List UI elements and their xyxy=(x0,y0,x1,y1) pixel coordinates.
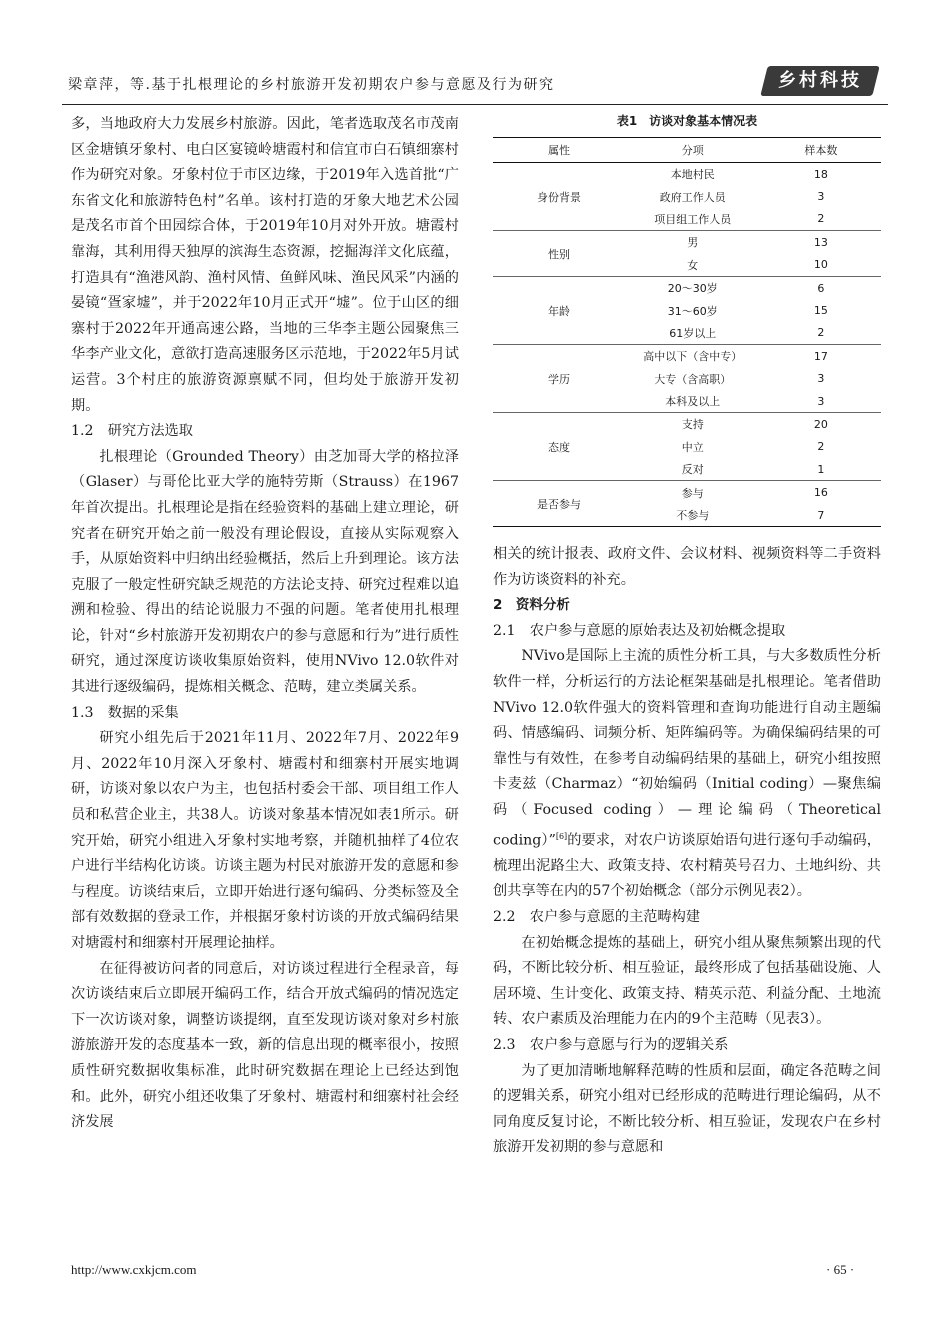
table-1 xyxy=(493,112,881,527)
cell-count: 17 xyxy=(813,349,828,363)
page-number: · 65 · xyxy=(826,1262,855,1277)
journal-logo-text: 乡村科技 xyxy=(778,70,862,91)
cell-category: 本科及以上 xyxy=(625,390,761,413)
cell-count: 2 xyxy=(761,208,881,231)
cell-category: 女 xyxy=(625,254,761,277)
section-heading-2: 2 资料分析 xyxy=(493,597,570,614)
header-category: 分项 xyxy=(625,138,761,163)
cell-category: 不参与 xyxy=(625,504,761,527)
cell-attr: 态度 xyxy=(493,413,625,481)
table-title: 表1 访谈对象基本情况表 xyxy=(616,114,758,128)
section-heading-1-2: 1.2 研究方法选取 xyxy=(71,423,193,440)
cell-count: 3 xyxy=(817,372,825,386)
cell-category: 中立 xyxy=(681,440,704,454)
cell-count: 7 xyxy=(761,504,881,527)
paragraph: 多，当地政府大力发展乡村旅游。因此，笔者选取茂名市茂南区金塘镇牙象村、电白区宴镜岭塘霞村和信宜市白石镇细寨村作为研究对象。牙象村位于市区边缘，于2019年入选首批“广东省文化和旅游特色村”名单。该村打造的牙象大地艺术公园是茂名市首个田园综合体，于2019年10月对外开放。塘霞村靠海，其利用得天独厚的滨海生态资源，挖掘海洋文化底蕴，打造具有“渔港风韵、渔村风情、鱼鲜风味、渔民风采”内涵的晏镜“疍家墟”，并于2022年10月正式开“墟”。位于山区的细寨村于2022年开通高速公路，当地的三华李主题公园聚焦三华李产业文化，意欲打造高速服务区示范地，于2022年5月试运营。3个村庄的旅游资源禀赋不同，但均处于旅游开发初期。 xyxy=(71,116,459,414)
cell-category: 政府工作人员 xyxy=(659,190,726,204)
table-row xyxy=(493,413,881,436)
paragraph-text: 的要求，对农户访谈原始语句进行逐句手动编码，梳理出泥路尘大、政策支持、农村精英号召力、土地纠纷、共创共享等在内的57个初始概念（部分示例见表2）。 xyxy=(493,832,881,900)
paragraph: 为了更加清晰地解释范畴的性质和层面，确定各范畴之间的逻辑关系，研究小组对已经形成的范畴进行理论编码，从不同角度反复讨论，不断比较分析、相互验证，发现农户在乡村旅游开发初期的参与意愿和 xyxy=(493,1062,881,1156)
cell-category: 参与 xyxy=(681,486,704,500)
cell-count: 18 xyxy=(813,167,828,181)
cell-count: 3 xyxy=(817,190,825,204)
cell-category: 61岁以上 xyxy=(625,322,761,345)
header-count: 样本数 xyxy=(761,138,881,163)
cell-count: 10 xyxy=(761,254,881,277)
cell-count: 2 xyxy=(817,440,825,454)
cell-category: 支持 xyxy=(681,418,704,432)
running-title: 梁章萍，等.基于扎根理论的乡村旅游开发初期农户参与意愿及行为研究 xyxy=(68,77,555,93)
paragraph-text: NVivo是国际上主流的质性分析工具，与大多数质性分析软件一样，分析运行的方法论框架基础是扎根理论。笔者借助NVivo 12.0软件强大的资料管理和查询功能进行自动主题编码、情感编码、词频分析、矩阵编码等。为确保编码结果的可靠性与有效性，在参考自动编码结果的基础上，研究小组按照卡麦兹（Charmaz）“初始编码（Initial coding）—聚焦编码（Focused coding）—理论编码（Theoretical coding）” xyxy=(493,648,881,849)
cell-attr: 身份背景 xyxy=(493,163,625,231)
table-row xyxy=(493,163,881,186)
cell-category: 本地村民 xyxy=(670,168,715,182)
section-heading-1-3: 1.3 数据的采集 xyxy=(71,704,179,721)
journal-logo xyxy=(760,66,879,96)
cell-count: 20 xyxy=(813,417,828,431)
table-header-row xyxy=(493,138,881,163)
cell-category: 20～30岁 xyxy=(667,282,718,296)
paragraph: 研究小组先后于2021年11月、2022年7月、2022年9月、2022年10月深入牙象村、塘霞村和细寨村开展实地调研，访谈对象以农户为主，也包括村委会干部、项目组工作人员和私营企业主，共38人。访谈对象基本情况如表1所示。研究开始，研究小组进入牙象村实地考察，并随机抽样了4位农户进行半结构化访谈。访谈主题为村民对旅游开发的意愿和参与程度。访谈结束后，立即开始进行逐句编码、分类标签及全部有效数据的登录工作，并根据牙象村访谈的开放式编码结果对塘霞村和细寨村开展理论抽样。 xyxy=(71,730,459,951)
citation-ref: [6] xyxy=(555,831,568,841)
header-attr: 属性 xyxy=(493,138,625,163)
paragraph: 在初始概念提炼的基础上，研究小组从聚焦频繁出现的代码，不断比较分析、相互验证，最终形成了包括基础设施、人居环境、生计变化、政策支持、精英示范、利益分配、土地流转、农户素质及治理能力在内的9个主范畴（见表3）。 xyxy=(493,934,881,1028)
table-row xyxy=(493,481,881,504)
cell-count: 6 xyxy=(817,281,825,295)
cell-attr: 性别 xyxy=(493,231,625,277)
right-column xyxy=(493,542,881,1161)
cell-count: 1 xyxy=(761,458,881,481)
table-row xyxy=(493,345,881,368)
cell-attr: 年龄 xyxy=(493,276,625,344)
cell-attr: 是否参与 xyxy=(493,481,625,527)
section-heading-2-1: 2.1 农户参与意愿的原始表达及初始概念提取 xyxy=(493,622,786,639)
cell-count: 13 xyxy=(813,235,828,249)
table-row xyxy=(493,231,881,254)
paragraph: 在征得被访问者的同意后，对访谈过程进行全程录音，每次访谈结束后立即展开编码工作，结合开放式编码的情况选定下一次访谈对象，调整访谈提纲，直至发现访谈对象对乡村旅游旅游开发的态度基本一致，新的信息出现的概率很小，按照质性研究数据收集标准，此时研究数据在理论上已经达到饱和。此外，研究小组还收集了牙象村、塘霞村和细寨村社会经济发展 xyxy=(71,960,459,1131)
footer-url: http://www.cxkjcm.com xyxy=(71,1262,197,1277)
running-header xyxy=(62,66,888,105)
table-row xyxy=(493,276,881,299)
cell-category: 项目组工作人员 xyxy=(625,208,761,231)
participant-table xyxy=(493,137,881,527)
paragraph: 相关的统计报表、政府文件、会议材料、视频资料等二手资料作为访谈资料的补充。 xyxy=(493,546,881,588)
left-column xyxy=(71,112,459,1136)
paragraph: 扎根理论（Grounded Theory）由芝加哥大学的格拉泽（Glaser）与哥伦比亚大学的施特劳斯（Strauss）在1967年首次提出。扎根理论是指在经验资料的基础上建立理论，研究者在研究开始之前一般没有理论假设，直接从实际观察入手，从原始资料中归纳出经验概括，然后上升到理论。该方法克服了一般定性研究缺乏规范的方法论支持、研究过程难以追溯和检验、得出的结论说服力不强的问题。笔者使用扎根理论，针对“乡村旅游开发初期农户的参与意愿和行为”进行质性研究，通过深度访谈收集原始资料，使用NVivo 12.0软件对其进行逐级编码，提炼相关概念、范畴，建立类属关系。 xyxy=(71,448,459,696)
cell-count: 15 xyxy=(813,304,828,318)
cell-category: 31～60岁 xyxy=(667,304,718,318)
cell-count: 16 xyxy=(813,486,828,500)
cell-category: 男 xyxy=(687,236,699,250)
cell-count: 3 xyxy=(761,390,881,413)
cell-attr: 学历 xyxy=(493,345,625,413)
cell-category: 高中以下（含中专） xyxy=(643,350,743,364)
cell-category: 大专（含高职） xyxy=(654,372,732,386)
section-heading-2-2: 2.2 农户参与意愿的主范畴构建 xyxy=(493,909,701,926)
cell-count: 2 xyxy=(761,322,881,345)
cell-category: 反对 xyxy=(625,458,761,481)
paragraph xyxy=(493,644,881,905)
section-heading-2-3: 2.3 农户参与意愿与行为的逻辑关系 xyxy=(493,1037,729,1054)
